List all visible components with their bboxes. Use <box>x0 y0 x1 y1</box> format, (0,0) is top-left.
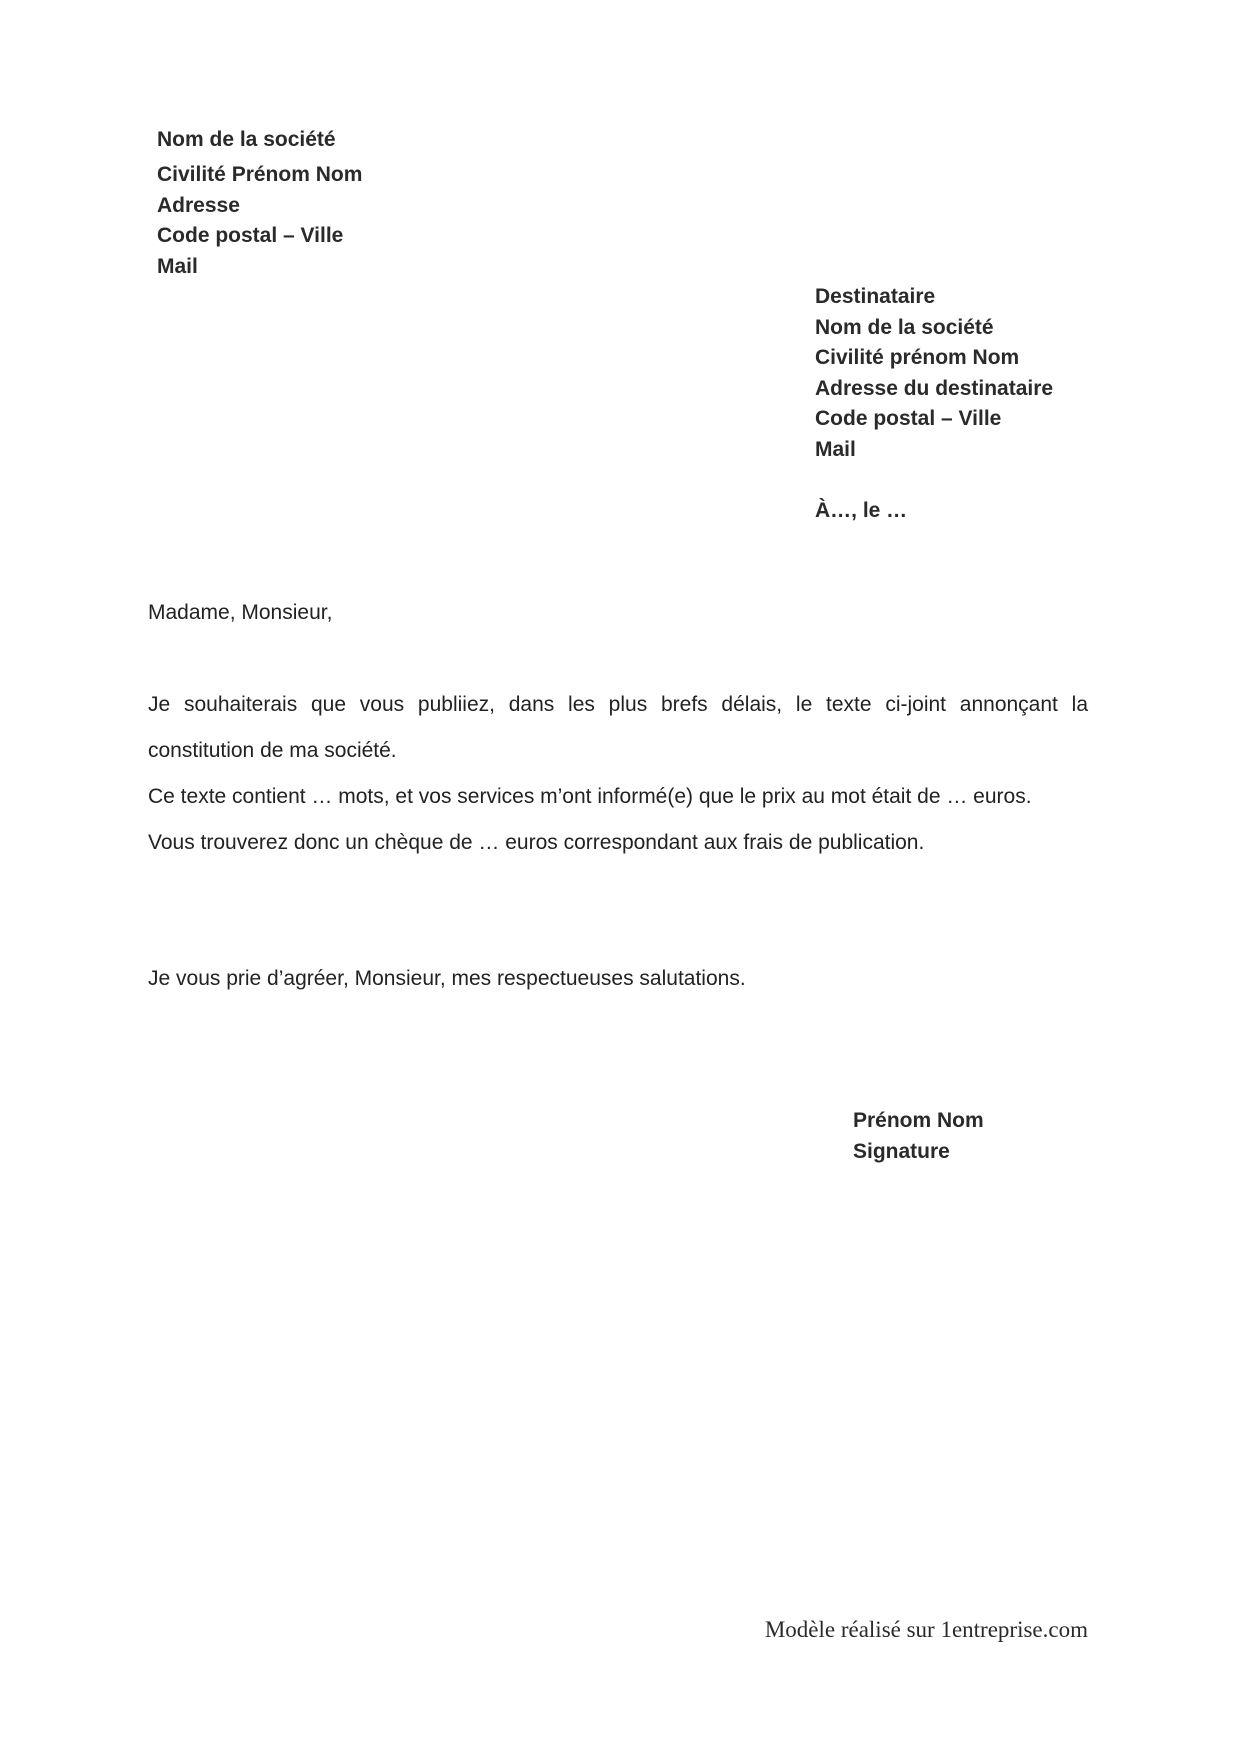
recipient-address: Adresse du destinataire <box>815 376 1054 400</box>
recipient-label: Destinataire <box>815 285 936 308</box>
recipient-company: Nom de la société <box>815 315 994 339</box>
salutation: Madame, Monsieur, <box>148 601 333 624</box>
place-date: À…, le … <box>815 499 908 522</box>
signature-block <box>853 1106 984 1167</box>
body-paragraph: Je souhaiterais que vous publiiez, dans les plus brefs délais, le texte ci-joint annonçant la constitution de ma société. <box>148 693 1088 762</box>
recipient-name: Civilité prénom Nom <box>815 346 1020 369</box>
sender-address-block <box>157 125 362 282</box>
sender-name: Civilité Prénom Nom <box>157 163 363 186</box>
recipient-city: Code postal – Ville <box>815 407 1002 430</box>
place-date-line <box>815 496 907 527</box>
signature-name: Prénom Nom <box>853 1109 984 1132</box>
letter-body <box>148 682 1088 866</box>
sender-city: Code postal – Ville <box>157 224 344 247</box>
body-paragraph: Vous trouverez donc un chèque de … euros correspondant aux frais de publication. <box>148 831 925 854</box>
body-paragraph: Ce texte contient … mots, et vos services m’ont informé(e) que le prix au mot était de … euros. <box>148 785 1032 808</box>
sender-address: Adresse <box>157 193 240 217</box>
signature-label: Signature <box>853 1139 950 1163</box>
footer-credit: Modèle réalisé sur 1entreprise.com <box>764 1617 1088 1642</box>
closing-formula: Je vous prie d’agréer, Monsieur, mes respectueuses salutations. <box>148 967 746 990</box>
sender-mail: Mail <box>157 254 198 278</box>
sender-company: Nom de la société <box>157 128 336 151</box>
recipient-mail: Mail <box>815 437 856 461</box>
recipient-address-block <box>815 282 1053 465</box>
